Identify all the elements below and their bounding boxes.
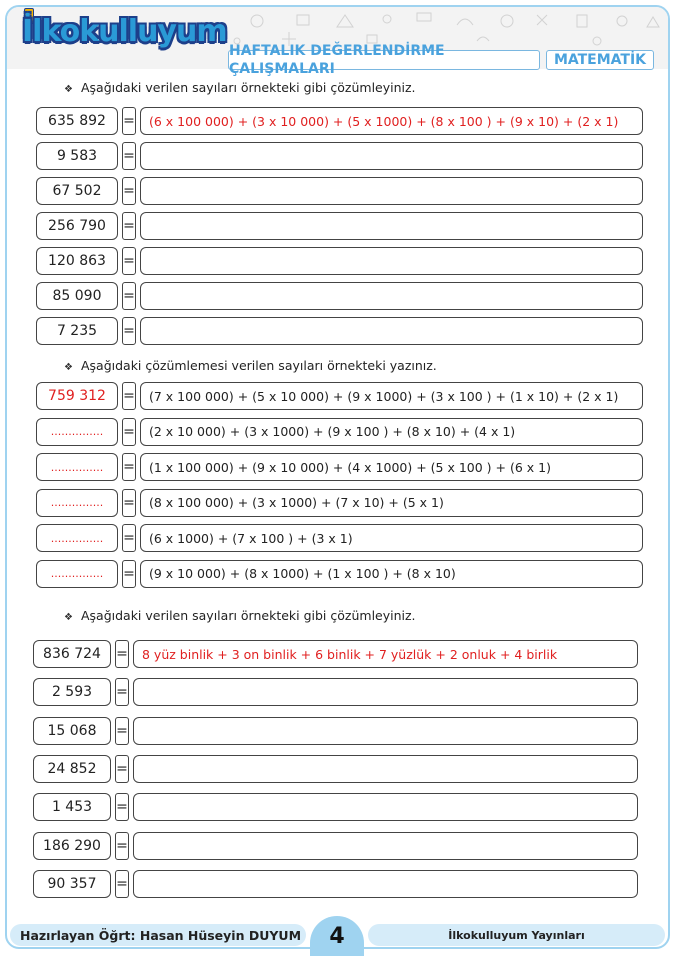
number-box[interactable]: ............... — [36, 524, 118, 552]
answer-field[interactable] — [140, 247, 643, 275]
table-row — [36, 418, 643, 446]
table-row — [36, 382, 643, 410]
table-row — [36, 107, 643, 135]
answer-field: (6 x 100 000) + (3 x 10 000) + (5 x 1000) + (8 x 100 ) + (9 x 10) + (2 x 1) — [140, 107, 643, 135]
equals-sign: = — [122, 247, 136, 275]
table-row — [33, 678, 638, 706]
table-row — [36, 524, 643, 552]
equals-sign: = — [122, 177, 136, 205]
table-row — [36, 560, 643, 588]
answer-field[interactable] — [140, 177, 643, 205]
table-row — [36, 453, 643, 481]
answer-field[interactable] — [140, 317, 643, 345]
equals-sign: = — [115, 717, 129, 745]
title-bar — [228, 43, 658, 77]
diamond-bullet-icon: ❖ — [64, 84, 73, 95]
equals-sign: = — [122, 317, 136, 345]
equals-sign: = — [115, 870, 129, 898]
number-box: 24 852 — [33, 755, 111, 783]
number-box: 256 790 — [36, 212, 118, 240]
number-box: 1 453 — [33, 793, 111, 821]
expansion-box: (6 x 1000) + (7 x 100 ) + (3 x 1) — [140, 524, 643, 552]
answer-field[interactable] — [140, 282, 643, 310]
number-box: 186 290 — [33, 832, 111, 860]
logo — [22, 14, 227, 58]
section2-instruction: ❖ Aşağıdaki çözümlemesi verilen sayıları örnekteki yazınız. — [64, 358, 437, 373]
number-box: 759 312 — [36, 382, 118, 410]
equals-sign: = — [115, 832, 129, 860]
equals-sign: = — [122, 107, 136, 135]
equals-sign: = — [115, 678, 129, 706]
section1-instruction: ❖ Aşağıdaki verilen sayıları örnekteki gibi çözümleyiniz. — [64, 80, 416, 95]
number-box: 836 724 — [33, 640, 111, 668]
equals-sign: = — [122, 524, 136, 552]
number-box[interactable]: ............... — [36, 560, 118, 588]
equals-sign: = — [122, 418, 136, 446]
expansion-box: (8 x 100 000) + (3 x 1000) + (7 x 10) + (5 x 1) — [140, 489, 643, 517]
answer-field[interactable] — [140, 142, 643, 170]
answer-field[interactable] — [133, 793, 638, 821]
number-box[interactable]: ............... — [36, 453, 118, 481]
answer-field[interactable] — [133, 717, 638, 745]
number-box: 7 235 — [36, 317, 118, 345]
equals-sign: = — [115, 640, 129, 668]
table-row — [33, 717, 638, 745]
diamond-bullet-icon: ❖ — [64, 362, 73, 373]
equals-sign: = — [122, 382, 136, 410]
table-row — [36, 212, 643, 240]
table-row — [33, 793, 638, 821]
answer-field[interactable] — [133, 678, 638, 706]
expansion-box: (7 x 100 000) + (5 x 10 000) + (9 x 1000) + (3 x 100 ) + (1 x 10) + (2 x 1) — [140, 382, 643, 410]
table-row — [36, 489, 643, 517]
number-box: 9 583 — [36, 142, 118, 170]
footer-publisher: İlkokulluyum Yayınları — [368, 924, 665, 946]
expansion-box: (9 x 10 000) + (8 x 1000) + (1 x 100 ) + (8 x 10) — [140, 560, 643, 588]
table-row — [36, 317, 643, 345]
table-row — [36, 177, 643, 205]
page-number: 4 — [310, 916, 364, 956]
expansion-box: (1 x 100 000) + (9 x 10 000) + (4 x 1000) + (5 x 100 ) + (6 x 1) — [140, 453, 643, 481]
subject-label: MATEMATİK — [546, 50, 654, 70]
answer-field: 8 yüz binlik + 3 on binlik + 6 binlik + 7 yüzlük + 2 onluk + 4 birlik — [133, 640, 638, 668]
number-box: 90 357 — [33, 870, 111, 898]
number-box[interactable]: ............... — [36, 418, 118, 446]
table-row — [33, 640, 638, 668]
worksheet-title: HAFTALIK DEĞERLENDİRME ÇALIŞMALARI — [228, 50, 540, 70]
section3-instruction: ❖ Aşağıdaki verilen sayıları örnekteki gibi çözümleyiniz. — [64, 608, 416, 623]
table-row — [33, 755, 638, 783]
equals-sign: = — [115, 793, 129, 821]
number-box: 67 502 — [36, 177, 118, 205]
equals-sign: = — [122, 212, 136, 240]
number-box[interactable]: ............... — [36, 489, 118, 517]
answer-field[interactable] — [133, 755, 638, 783]
number-box: 2 593 — [33, 678, 111, 706]
table-row — [33, 832, 638, 860]
number-box: 15 068 — [33, 717, 111, 745]
table-row — [36, 282, 643, 310]
equals-sign: = — [122, 453, 136, 481]
logo-text: İlkokulluyum — [22, 14, 227, 49]
equals-sign: = — [122, 489, 136, 517]
table-row — [33, 870, 638, 898]
footer-author: Hazırlayan Öğrt: Hasan Hüseyin DUYUM — [10, 924, 306, 946]
equals-sign: = — [122, 560, 136, 588]
number-box: 85 090 — [36, 282, 118, 310]
answer-field[interactable] — [133, 870, 638, 898]
equals-sign: = — [115, 755, 129, 783]
table-row — [36, 142, 643, 170]
number-box: 635 892 — [36, 107, 118, 135]
equals-sign: = — [122, 282, 136, 310]
table-row — [36, 247, 643, 275]
answer-field[interactable] — [133, 832, 638, 860]
number-box: 120 863 — [36, 247, 118, 275]
answer-field[interactable] — [140, 212, 643, 240]
diamond-bullet-icon: ❖ — [64, 612, 73, 623]
equals-sign: = — [122, 142, 136, 170]
expansion-box: (2 x 10 000) + (3 x 1000) + (9 x 100 ) + (8 x 10) + (4 x 1) — [140, 418, 643, 446]
